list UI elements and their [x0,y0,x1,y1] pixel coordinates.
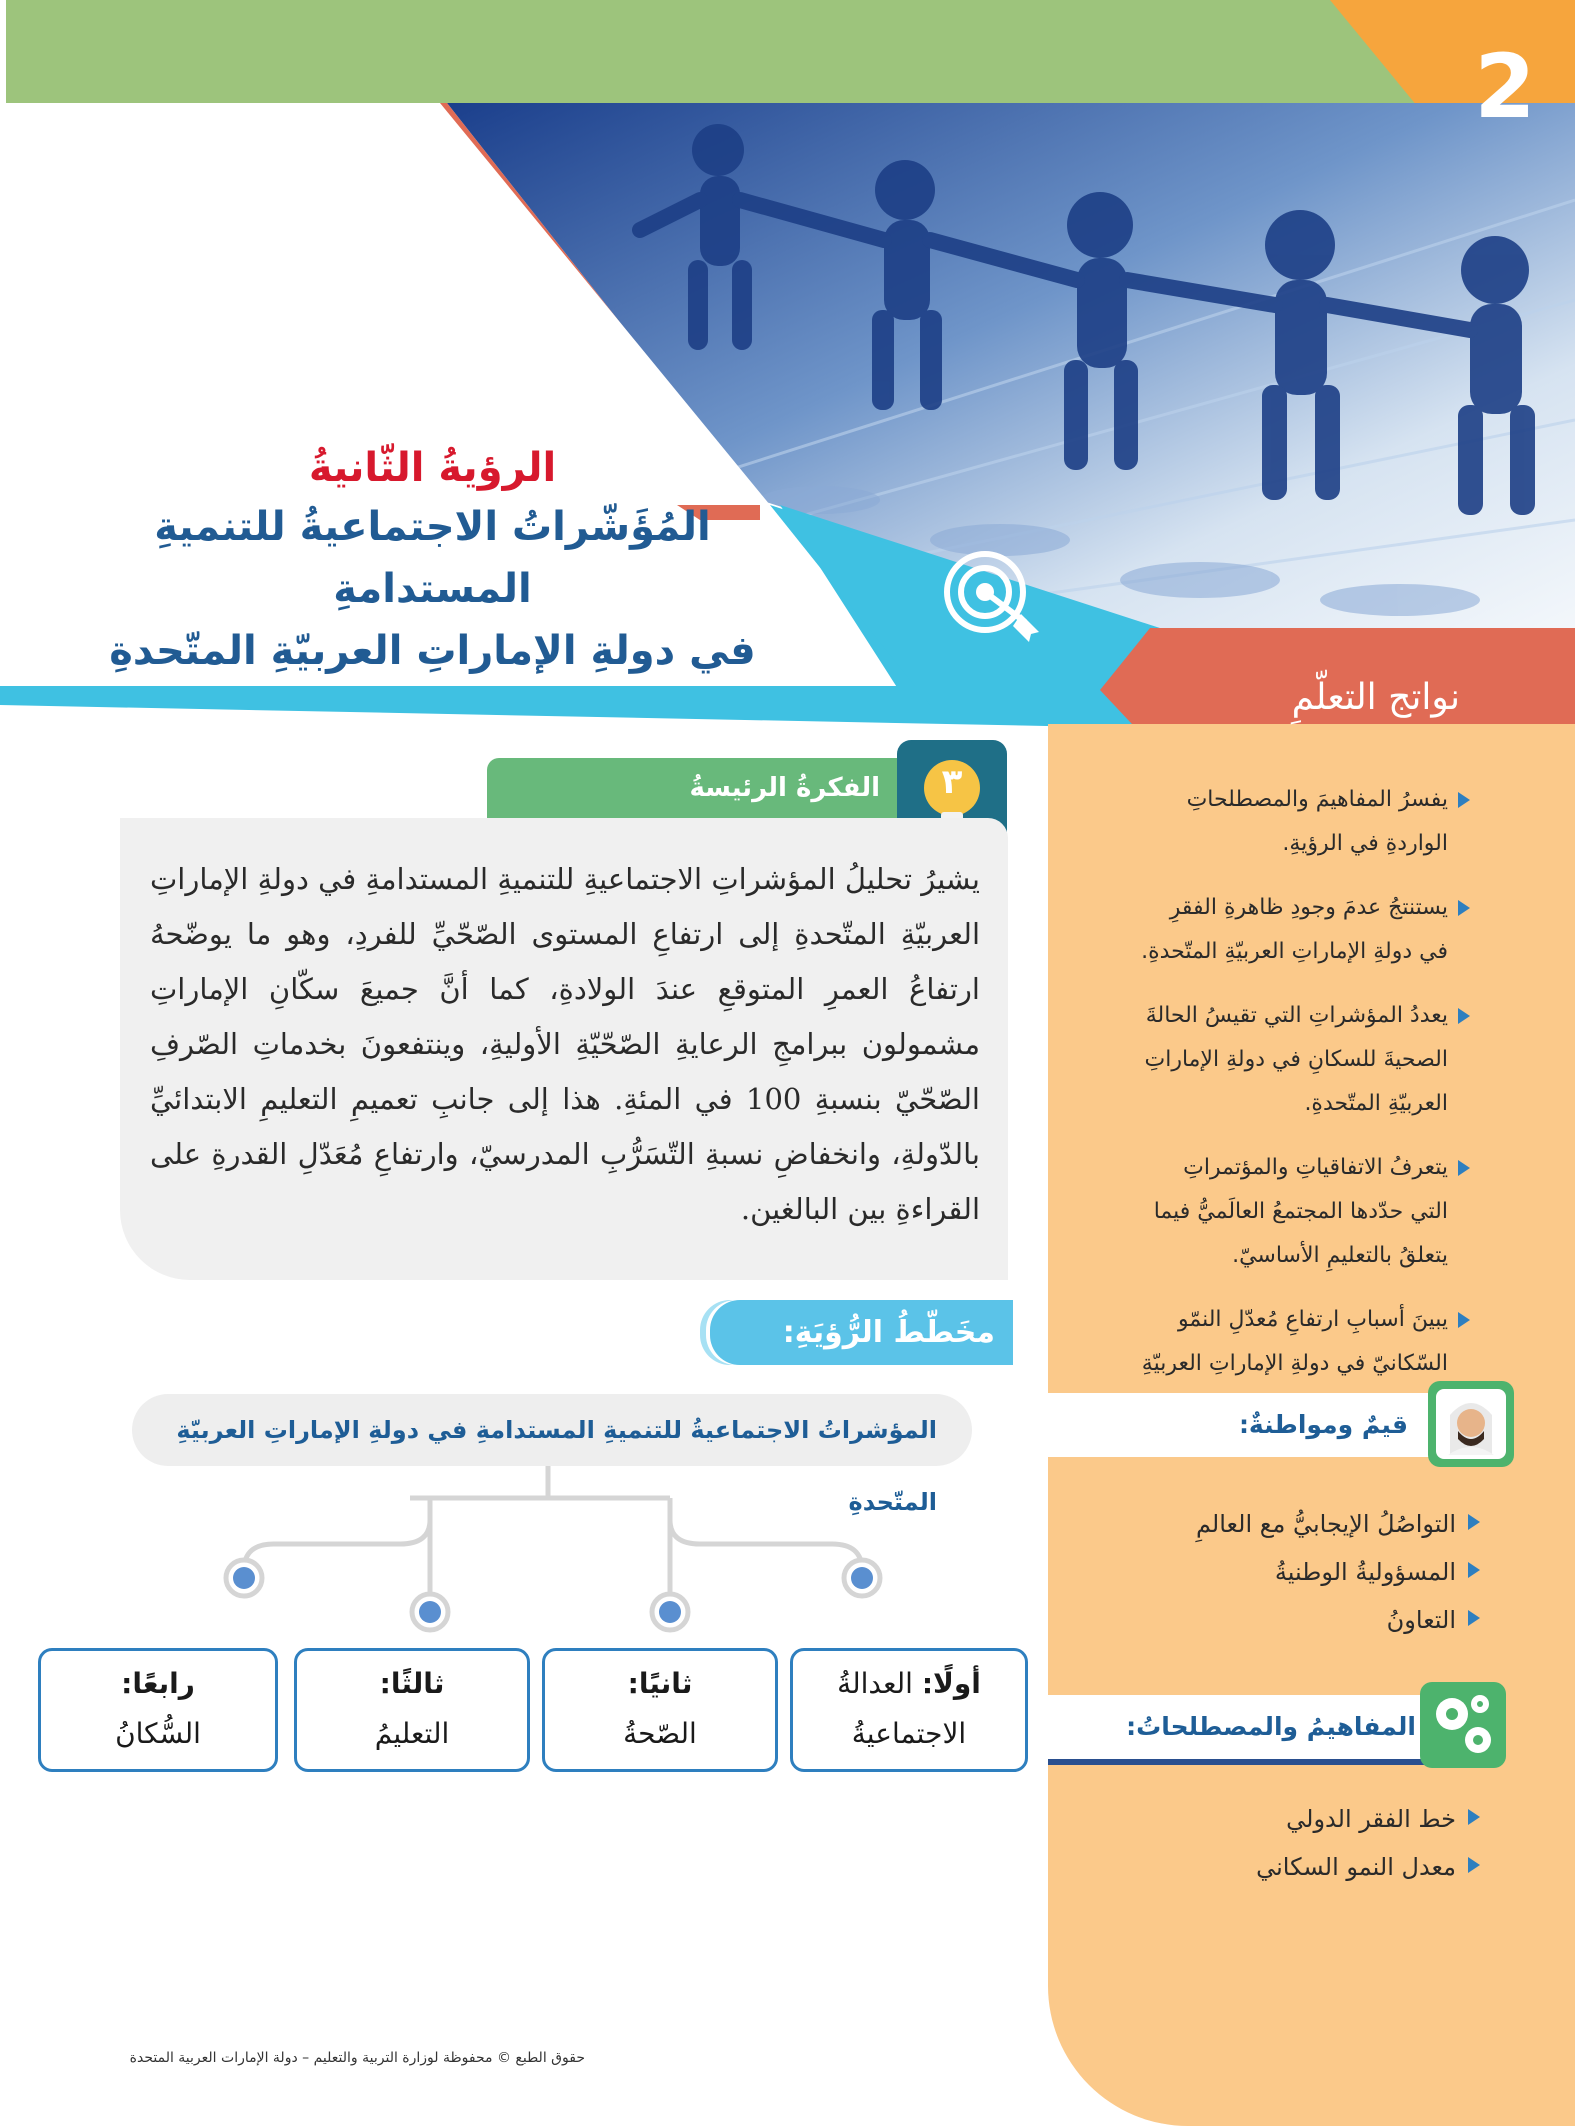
learning-outcomes-title: نواتج التعلّمِ [1291,677,1460,718]
connector-node-4 [226,1560,262,1596]
list-item: التواصُلُ الإيجابيُّ مع العالمِ [1140,1500,1480,1548]
list-item: خط الفقر الدولي [1140,1795,1480,1843]
connector-node-3 [412,1594,448,1630]
lightbulb-number: ٣ [941,762,963,802]
connector-node-1 [844,1560,880,1596]
list-item: يعددُ المؤشراتِ التي تقيسُ الحالةَ الصحيةَ للسكانِ في دولةِ الإماراتِ العربيّةِ المتّحدةِ. [1140,994,1470,1126]
values-title: قيمٌ ومواطنةٌ: [1238,1410,1408,1439]
vision-plan-label: مخَطّطُ الرُّؤيَةِ: [782,1315,995,1350]
vision-plan-box-4: رابعًا: السُّكانُ [38,1648,278,1772]
vision-plan-box-2: ثانيًا: الصّحةُ [542,1648,778,1772]
title-line-1: المُؤَشّراتُ الاجتماعيةُ للتنميةِ المستدامةِ [154,504,711,612]
vision-plan-box-3: ثالثًا: التعليمُ [294,1648,530,1772]
main-idea-text: يشيرُ تحليلُ المؤشراتِ الاجتماعيةِ للتنميةِ المستدامةِ في دولةِ الإماراتِ العربيّةِ المتّحدةِ إلى ارتفاعِ المستوى الصّحّيِّ للفردِ، وهو ما يوضّحهُ ارتفاعُ العمرِ المتوقعِ عندَ الولادةِ، كما أنَّ جميعَ سكّانِ الإماراتِ مشمولون ببرامجِ الرعايةِ الصّحّيّةِ الأوليةِ، وينتفعونَ بخدماتِ الصّرفِ الصّحّيّ بنسبةِ 100 في المئةِ. هذا إلى جانبِ تعميمِ التعليمِ الابتدائيِّ بالدّولةِ، وانخفاضِ نسبةِ التّسَرُّبِ المدرسيّ، وارتفاعِ مُعَدّلِ القدرةِ على القراءةِ بين البالغين. [150,862,980,1226]
vision-plan-box-1: أولًا: العدالةُ الاجتماعيةُ [790,1648,1028,1772]
concepts-title: المفاهيمُ والمصطلحاتُ: [1126,1712,1416,1741]
list-item: يتعرفُ الاتفاقياتِ والمؤتمراتِ التي حدّدها المجتمعُ العالَميُّ فيما يتعلقُ بالتعليمِ الأساسيّ. [1140,1146,1470,1278]
list-item: يبينَ أسبابِ ارتفاعِ مُعدّلِ النمّو السّكانيّ في دولةِ الإماراتِ العربيّةِ [1140,1298,1470,1430]
page-number: 2 [1474,35,1536,138]
copyright-footer: حقوق الطبع © محفوظة لوزارة التربية والتعليم – دولة الإمارات العربية المتحدة [129,2050,585,2066]
list-item: يستنتجُ عدمَ وجودِ ظاهرةِ الفقرِ في دولةِ الإماراتِ العربيّةِ المتّحدةِ. [1140,886,1470,974]
connector-node-2 [652,1594,688,1630]
list-item: التعاونُ [1140,1596,1480,1644]
list-item: المسؤوليةُ الوطنيةُ [1140,1548,1480,1596]
vision-plan-root-text: المؤشراتُ الاجتماعيةُ للتنميةِ المستدامةِ في دولةِ الإماراتِ العربيّةِ المتّحدةِ [176,1416,937,1516]
vision-label: الرؤيةُ الثّانيةُ [308,445,557,491]
list-item: معدل النمو السكاني [1140,1843,1480,1891]
main-idea-label: الفكرةُ الرئيسةُ [689,773,880,803]
title-line-2: في دولةِ الإماراتِ العربيّةِ المتّحدةِ [109,628,756,674]
list-item: يفسرُ المفاهيمَ والمصطلحاتِ الواردةِ في الرؤيةِ. [1140,778,1470,866]
